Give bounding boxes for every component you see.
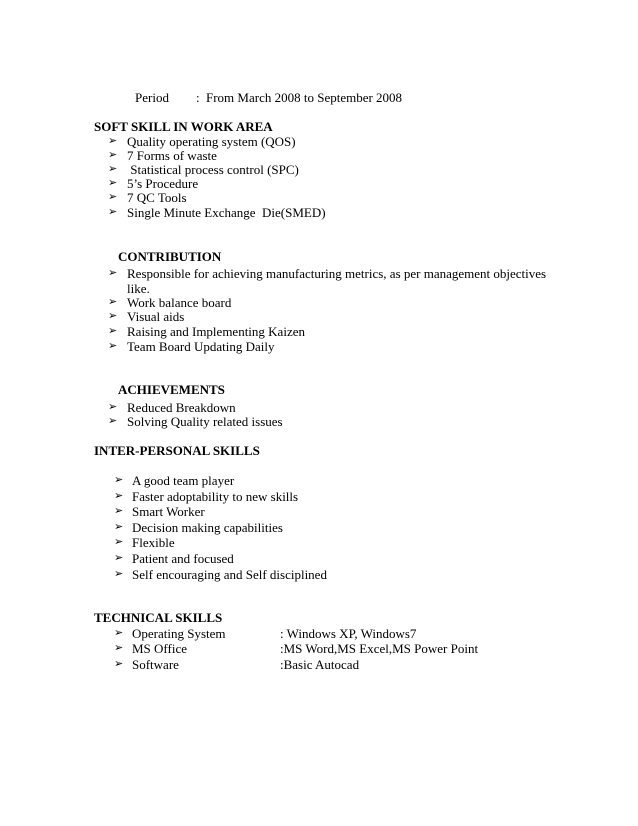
list-item: Reduced Breakdown bbox=[127, 400, 236, 415]
bullet-icon: ➢ bbox=[114, 552, 124, 564]
bullet-icon: ➢ bbox=[108, 310, 118, 322]
bullet-icon: ➢ bbox=[114, 568, 124, 580]
list-item: Flexible bbox=[132, 535, 175, 550]
technical-label: MS Office bbox=[132, 641, 188, 656]
list-item: Raising and Implementing Kaizen bbox=[127, 324, 305, 339]
technical-label: Software bbox=[132, 657, 179, 672]
list-item: 7 QC Tools bbox=[127, 190, 187, 205]
bullet-icon: ➢ bbox=[108, 135, 118, 147]
bullet-icon: ➢ bbox=[108, 415, 118, 427]
bullet-icon: ➢ bbox=[108, 177, 118, 189]
list-item: Work balance board bbox=[127, 295, 232, 310]
bullet-icon: ➢ bbox=[108, 267, 118, 279]
bullet-icon: ➢ bbox=[114, 505, 124, 517]
list-item: Patient and focused bbox=[132, 551, 234, 566]
bullet-icon: ➢ bbox=[114, 490, 124, 502]
bullet-icon: ➢ bbox=[108, 296, 118, 308]
contribution-heading: CONTRIBUTION bbox=[118, 249, 222, 264]
interpersonal-heading: INTER-PERSONAL SKILLS bbox=[94, 443, 260, 458]
technical-heading: TECHNICAL SKILLS bbox=[94, 610, 223, 625]
bullet-icon: ➢ bbox=[108, 191, 118, 203]
technical-value: : Windows XP, Windows7 bbox=[280, 626, 417, 641]
list-item: 5’s Procedure bbox=[127, 176, 199, 191]
bullet-icon: ➢ bbox=[108, 325, 118, 337]
bullet-icon: ➢ bbox=[114, 658, 124, 670]
soft-skills-heading: SOFT SKILL IN WORK AREA bbox=[94, 119, 273, 134]
list-item: Single Minute Exchange Die(SMED) bbox=[127, 205, 326, 220]
period-label: Period bbox=[135, 90, 169, 105]
list-item: Decision making capabilities bbox=[132, 520, 283, 535]
bullet-icon: ➢ bbox=[114, 536, 124, 548]
list-item: Self encouraging and Self disciplined bbox=[132, 567, 327, 582]
list-item: Statistical process control (SPC) bbox=[127, 162, 299, 177]
achievements-heading: ACHIEVEMENTS bbox=[118, 382, 225, 397]
period-value: From March 2008 to September 2008 bbox=[206, 90, 403, 105]
bullet-icon: ➢ bbox=[108, 163, 118, 175]
period-separator: : bbox=[196, 90, 200, 105]
list-item: Visual aids bbox=[127, 309, 185, 324]
list-item: Faster adoptability to new skills bbox=[132, 489, 299, 504]
bullet-icon: ➢ bbox=[114, 474, 124, 486]
technical-value: :MS Word,MS Excel,MS Power Point bbox=[280, 641, 479, 656]
list-item: Team Board Updating Daily bbox=[127, 339, 275, 354]
bullet-icon: ➢ bbox=[108, 206, 118, 218]
bullet-icon: ➢ bbox=[114, 642, 124, 654]
bullet-icon: ➢ bbox=[108, 401, 118, 413]
bullet-icon: ➢ bbox=[114, 627, 124, 639]
technical-value: :Basic Autocad bbox=[280, 657, 360, 672]
technical-label: Operating System bbox=[132, 626, 226, 641]
list-item: Smart Worker bbox=[132, 504, 205, 519]
bullet-icon: ➢ bbox=[114, 521, 124, 533]
list-item: A good team player bbox=[132, 473, 235, 488]
bullet-icon: ➢ bbox=[108, 340, 118, 352]
list-item: Responsible for achieving manufacturing metrics, as per management objectives bbox=[127, 266, 547, 281]
list-item: Quality operating system (QOS) bbox=[127, 134, 296, 149]
bullet-icon: ➢ bbox=[108, 149, 118, 161]
list-item-continuation: like. bbox=[127, 281, 150, 296]
list-item: 7 Forms of waste bbox=[127, 148, 217, 163]
list-item: Solving Quality related issues bbox=[127, 414, 283, 429]
